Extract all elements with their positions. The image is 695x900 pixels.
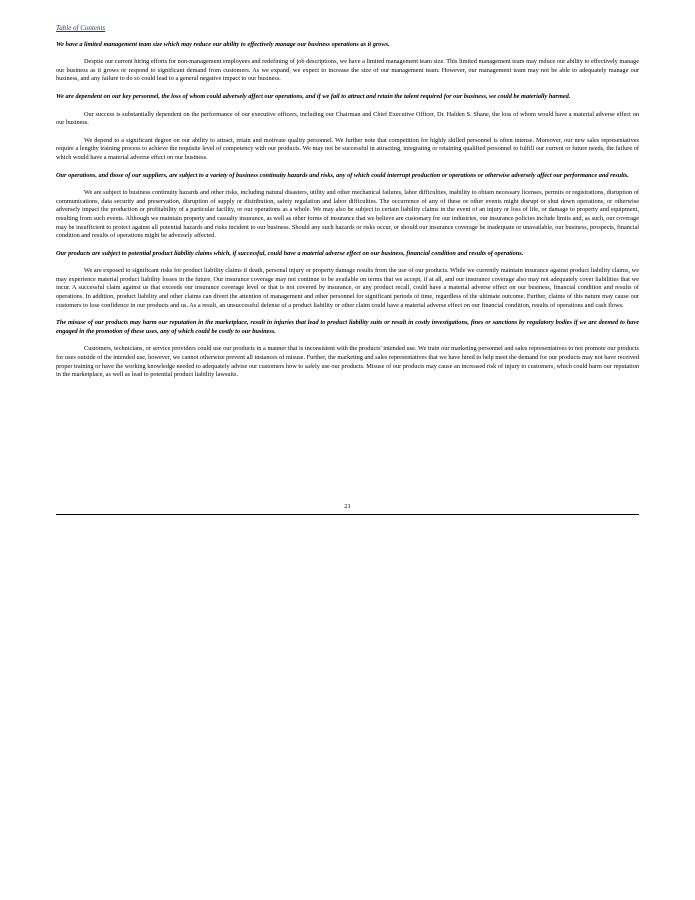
- section-heading: We are dependent on our key personnel, the loss of whom could adversely affect our operations, and if we fail to attract and retain the talent required for our business, we could be materially harmed.: [56, 92, 571, 100]
- section-heading: Our products are subject to potential product liability claims which, if successful, could have a material adverse effect on our business, financial condition and results of operations.: [56, 249, 524, 257]
- page-footer: [56, 503, 639, 515]
- body-paragraph: Despite our current hiring efforts for non-management employees and redefining of job descriptions, we have a limited management team size. This limited management team may reduce our ability to effectively manage our business as it grows or respond to significant demand from customers. As we expand, we expect to increase the size of our management team. However, our management team may not be able to adequately manage our business, and any failure to do so could lead to a general negative impact to our business.: [56, 58, 639, 83]
- risk-section-business-continuity: [56, 172, 639, 241]
- section-heading: The misuse of our products may harm our reputation in the marketplace, result in injuries that lead to product liability suits or result in costly investigations, fines or sanctions by regulatory bodies if we are deemed to have engaged in the promotion of these uses, any of which could be costly to our business.: [56, 319, 639, 335]
- section-heading: Our operations, and those of our suppliers, are subject to a variety of business continuity hazards and risks, any of which could interrupt production or operations or otherwise adversely affect our performance and results.: [56, 171, 629, 179]
- page-number: 21: [344, 503, 351, 510]
- section-heading: We have a limited management team size which may reduce our ability to effectively manage our business operations as it grows.: [56, 40, 390, 48]
- body-paragraph: We depend to a significant degree on our ability to attract, retain and motivate quality personnel. We further note that competition for highly skilled personnel is often intense. Moreover, our new sales representatives require a lengthy training process to achieve the requisite level of competency with our products. We may not be successful in attracting, integrating or retaining qualified personnel to fulfill our current or future needs, the failure of which would have a material adverse effect on our business.: [56, 136, 639, 161]
- body-paragraph: We are exposed to significant risks for product liability claims if death, personal injury or property damage results from the use of our products. While we currently maintain insurance against product liability claims, we may experience material product liability losses in the future. Our insurance coverage may not continue to be available on terms that we accept, if at all, and our insurance coverage also may not adequately cover liabilities that we incur. A successful claim against us that exceeds our insurance coverage level or that is not covered by insurance, or any product recall, could have a material adverse effect on our business, financial condition and results of operations. In addition, product liability and other claims can divert the attention of management and other personnel for significant periods of time, regardless of the ultimate outcome. Further, claims of this nature may cause our customers to lose confidence in our products and us. As a result, an unsuccessful defense of a product liability or other claim could have a material adverse effect on our financial condition, results of operations and cash flows.: [56, 267, 639, 309]
- table-of-contents-link[interactable]: Table of Contents: [56, 24, 106, 32]
- risk-section-product-misuse: [56, 319, 639, 380]
- footer-divider: [56, 514, 639, 515]
- body-paragraph: We are subject to business continuity hazards and other risks, including natural disasters, utility and other mechanical failures, labor difficulties, inability to obtain necessary licenses, permits or registrations, disruption of communications, data security and preservation, disruption of supply or distribution, safety regulation and labor difficulties. The occurrence of any of these or other events might disrupt or shut down operations, or otherwise adversely impact the production or profitability of a particular facility, or our operations as a whole. We may also be subject to certain liability claims in the event of an injury or loss of life, or damage to property and equipment, resulting from such events. Although we maintain property and casualty insurance, as well as other forms of insurance that we believe are customary for our industries, our insurance policies include limits and, as such, our coverage may be insufficient to protect against all potential hazards and risks incident to our business. Should any such hazards or risks occur, or should our insurance coverage be inadequate or unavailable, our business, prospects, financial condition and results of operations might be adversely affected.: [56, 189, 639, 240]
- risk-section-management-team: [56, 41, 639, 84]
- risk-section-product-liability: [56, 250, 639, 311]
- body-paragraph: Our success is substantially dependent on the performance of our executive officers, including our Chairman and Chief Executive Officer, Dr. Halden S. Shane, the loss of whom would have a material adverse effect on our business.: [56, 110, 639, 127]
- body-paragraph: Customers, technicians, or service providers could use our products in a manner that is inconsistent with the products' intended use. We train our marketing personnel and sales representatives to not promote our products for uses outside of the intended use, however, we cannot otherwise prevent all instances of misuse. Further, the marketing and sales representatives that we have hired to help meet the demand for our products may not have received proper training or have the working knowledge needed to adequately advise our customers how to safely use our products. Misuse of our products may cause an increased risk of injury to customers, which could harm our reputation in the marketplace, as well as lead to potential product liability lawsuits.: [56, 345, 640, 379]
- risk-section-key-personnel: [56, 93, 639, 163]
